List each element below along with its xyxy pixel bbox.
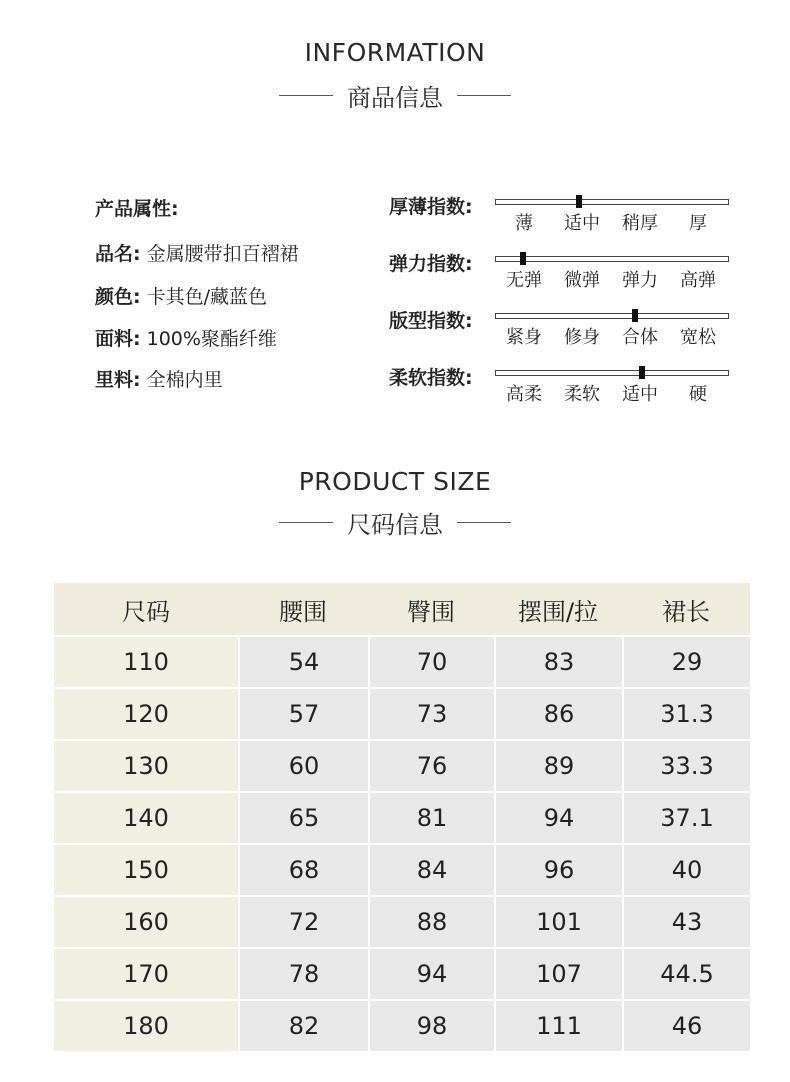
table-cell-hem: 96 xyxy=(494,843,622,895)
column-header-hem: 摆围/拉 xyxy=(494,583,622,635)
table-cell-hem: 83 xyxy=(494,635,622,687)
index-option-label: 柔软 xyxy=(564,384,600,405)
index-options xyxy=(495,209,735,235)
attribute-key: 面料: xyxy=(95,328,141,350)
table-cell-hem: 89 xyxy=(494,739,622,791)
information-subtitle-text: 商品信息 xyxy=(347,84,443,112)
attribute-value: 全棉内里 xyxy=(146,369,223,391)
table-cell-waist: 65 xyxy=(238,791,368,843)
table-cell-length: 31.3 xyxy=(622,687,750,739)
table-cell-length: 33.3 xyxy=(622,739,750,791)
table-cell-length: 29 xyxy=(622,635,750,687)
column-header-size: 尺码 xyxy=(54,583,238,635)
attribute-value: 卡其色/藏蓝色 xyxy=(146,286,268,308)
attribute-key: 里料: xyxy=(95,369,141,391)
index-option-label: 厚 xyxy=(689,213,707,234)
table-cell-hip: 70 xyxy=(368,635,494,687)
attribute-value: 100%聚酯纤维 xyxy=(146,328,277,350)
attribute-row-fabric xyxy=(95,324,277,351)
index-option-label: 高弹 xyxy=(680,270,716,291)
table-cell-hip: 84 xyxy=(368,843,494,895)
attribute-row-lining xyxy=(95,365,223,392)
index-scale-bar xyxy=(495,370,729,376)
index-option-label: 紧身 xyxy=(506,327,542,348)
table-cell-size: 150 xyxy=(54,843,238,895)
size-subtitle-text: 尺码信息 xyxy=(347,511,443,539)
index-option-label: 薄 xyxy=(515,213,533,234)
table-cell-length: 46 xyxy=(622,999,750,1051)
table-cell-size: 130 xyxy=(54,739,238,791)
divider-left xyxy=(279,95,333,97)
size-title: PRODUCT SIZE xyxy=(298,467,492,496)
table-cell-hem: 111 xyxy=(494,999,622,1051)
index-option-label: 稍厚 xyxy=(622,213,658,234)
table-cell-waist: 68 xyxy=(238,843,368,895)
table-cell-size: 160 xyxy=(54,895,238,947)
divider-right xyxy=(457,95,511,97)
index-options xyxy=(495,266,735,292)
index-option-label: 弹力 xyxy=(622,270,658,291)
index-option-label: 硬 xyxy=(689,384,707,405)
table-cell-size: 120 xyxy=(54,687,238,739)
table-cell-hip: 98 xyxy=(368,999,494,1051)
attribute-value: 金属腰带扣百褶裙 xyxy=(146,243,299,265)
table-cell-length: 43 xyxy=(622,895,750,947)
index-level-marker xyxy=(639,366,645,379)
table-cell-hip: 88 xyxy=(368,895,494,947)
table-cell-waist: 72 xyxy=(238,895,368,947)
attributes-heading: 产品属性: xyxy=(95,198,179,220)
index-label: 版型指数: xyxy=(389,310,473,332)
index-options xyxy=(495,380,735,406)
attribute-row-name xyxy=(95,239,299,266)
table-cell-waist: 54 xyxy=(238,635,368,687)
table-cell-hip: 73 xyxy=(368,687,494,739)
index-option-label: 高柔 xyxy=(506,384,542,405)
divider-left xyxy=(279,522,333,524)
index-level-marker xyxy=(632,309,638,322)
table-cell-waist: 82 xyxy=(238,999,368,1051)
size-subtitle xyxy=(0,505,790,540)
attribute-row-color xyxy=(95,282,267,309)
table-cell-hem: 107 xyxy=(494,947,622,999)
table-cell-size: 180 xyxy=(54,999,238,1051)
table-cell-size: 170 xyxy=(54,947,238,999)
index-scale-bar xyxy=(495,256,729,262)
index-level-marker xyxy=(576,195,582,208)
table-cell-length: 44.5 xyxy=(622,947,750,999)
attribute-key: 品名: xyxy=(95,243,141,265)
table-cell-hem: 101 xyxy=(494,895,622,947)
index-label: 厚薄指数: xyxy=(389,196,473,218)
table-cell-hip: 94 xyxy=(368,947,494,999)
table-cell-waist: 78 xyxy=(238,947,368,999)
size-table xyxy=(54,583,750,1051)
column-header-hip: 臀围 xyxy=(368,583,494,635)
index-label: 弹力指数: xyxy=(389,253,473,275)
attribute-key: 颜色: xyxy=(95,286,141,308)
index-scale-bar xyxy=(495,313,729,319)
table-cell-hip: 76 xyxy=(368,739,494,791)
index-scale-bar xyxy=(495,199,729,205)
index-option-label: 宽松 xyxy=(680,327,716,348)
index-option-label: 适中 xyxy=(564,213,600,234)
column-header-waist: 腰围 xyxy=(238,583,368,635)
table-cell-size: 110 xyxy=(54,635,238,687)
index-option-label: 合体 xyxy=(622,327,658,348)
divider-right xyxy=(457,522,511,524)
table-cell-hem: 94 xyxy=(494,791,622,843)
column-header-length: 裙长 xyxy=(622,583,750,635)
table-cell-hip: 81 xyxy=(368,791,494,843)
table-cell-waist: 60 xyxy=(238,739,368,791)
index-option-label: 无弹 xyxy=(506,270,542,291)
index-option-label: 微弹 xyxy=(564,270,600,291)
table-cell-length: 37.1 xyxy=(622,791,750,843)
information-subtitle xyxy=(0,78,790,113)
index-level-marker xyxy=(520,252,526,265)
table-cell-length: 40 xyxy=(622,843,750,895)
information-title: INFORMATION xyxy=(304,38,486,67)
index-option-label: 修身 xyxy=(564,327,600,348)
table-cell-size: 140 xyxy=(54,791,238,843)
index-options xyxy=(495,323,735,349)
table-cell-waist: 57 xyxy=(238,687,368,739)
index-label: 柔软指数: xyxy=(389,367,473,389)
index-option-label: 适中 xyxy=(622,384,658,405)
table-cell-hem: 86 xyxy=(494,687,622,739)
